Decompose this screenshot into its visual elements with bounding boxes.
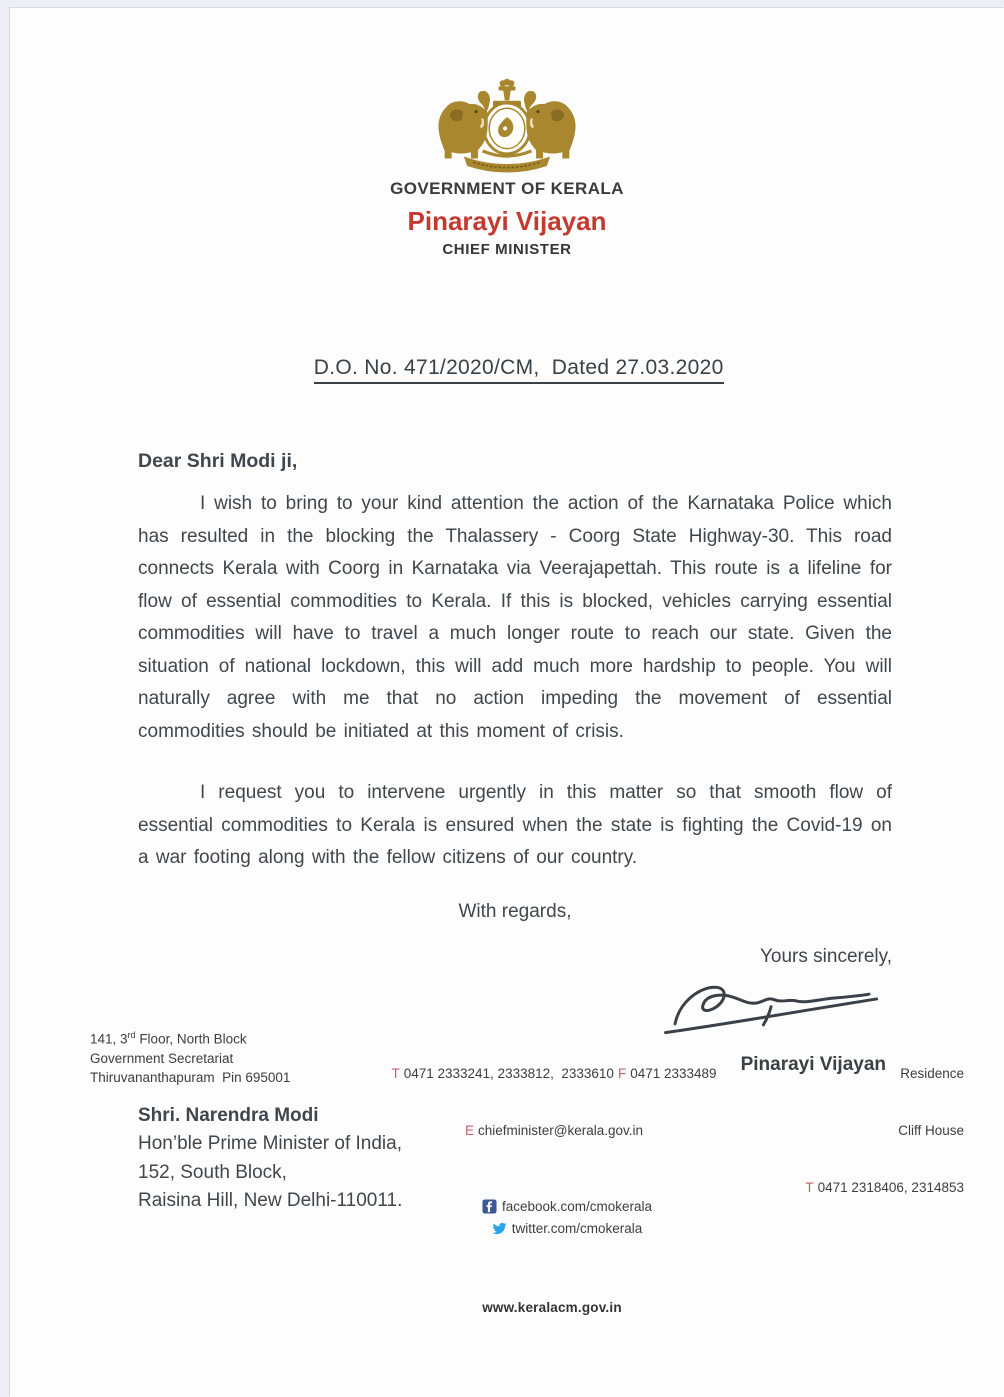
footer-residence-phone: T 0471 2318406, 2314853	[774, 1178, 964, 1197]
recipient-line: Hon’ble Prime Minister of India,	[138, 1133, 402, 1154]
footer-residence-line: Residence	[900, 1066, 964, 1081]
email-address[interactable]: chiefminister@kerala.gov.in	[477, 1123, 644, 1138]
twitter-link[interactable]: twitter.com/cmokerala	[492, 1219, 643, 1238]
signatory-name: Pinarayi Vijayan	[740, 1053, 886, 1075]
footer-phone-line: T 0471 2333241, 2333812, 2333610 F 0471 2333489	[330, 1064, 774, 1083]
government-label: GOVERNMENT OF KERALA	[390, 179, 624, 198]
recipient-line: 152, South Block,	[138, 1161, 287, 1183]
closing-line: With regards,	[458, 900, 572, 922]
footer-social-line	[330, 1178, 774, 1260]
reference-text: D.O. No. 471/2020/CM, Dated 27.03.2020	[314, 356, 724, 384]
letterhead	[10, 8, 1004, 258]
website-link[interactable]: www.keralacm.gov.in	[482, 1300, 622, 1315]
footer-residence	[774, 1026, 964, 1235]
footer-address-line: 141, 3rd Floor, North Block	[90, 1030, 247, 1047]
kerala-emblem-icon	[432, 64, 582, 176]
chief-minister-name: Pinarayi Vijayan	[407, 206, 607, 236]
footer-contact	[330, 1026, 774, 1355]
letterhead-footer	[90, 1026, 964, 1355]
valediction-line: Yours sincerely,	[759, 945, 892, 967]
recipient-name: Shri. Narendra Modi	[138, 1104, 319, 1126]
twitter-icon	[492, 1221, 507, 1236]
footer-email-line	[330, 1121, 774, 1140]
footer-office-address	[90, 1026, 330, 1087]
paragraph-1: I wish to bring to your kind attention the action of the Karnataka Police which has resulted in the blocking the Thalassery - Coorg State Highway-30. This road connects Kerala with Coorg in Karnataka via Veerajapettah. This route is a lifeline for flow of essential commodities to Kerala. If this is blocked, vehicles carrying essential commodities will have to travel a much longer route to reach our state. Given the situation of national lockdown, this will add much more hardship to people. You will naturally agree with me that no action impeding the movement of essential commodities should be initiated at this moment of crisis.	[138, 493, 892, 742]
tel-label: T	[391, 1066, 400, 1081]
chief-minister-title: CHIEF MINISTER	[442, 241, 572, 258]
email-label: E	[464, 1123, 474, 1138]
letter-page	[10, 8, 1004, 1397]
salutation: Dear Shri Modi ji,	[138, 450, 298, 472]
residence-tel-label: T	[805, 1180, 814, 1195]
footer-address-line: Government Secretariat	[90, 1050, 234, 1066]
fax-label: F	[617, 1066, 627, 1081]
recipient-line: Raisina Hill, New Delhi-110011.	[138, 1190, 403, 1211]
paragraph-2: I request you to intervene urgently in this matter so that smooth flow of essential commodities to Kerala is ensured when the state is fighting the Covid-19 on a war footing along with the fellow citizens of our country.	[138, 782, 892, 868]
reference-line	[10, 332, 1004, 404]
footer-address-line: Thiruvananthapuram Pin 695001	[90, 1069, 291, 1085]
footer-residence-line: Cliff House	[898, 1123, 964, 1138]
facebook-icon	[482, 1199, 497, 1214]
facebook-link[interactable]: facebook.com/cmokerala	[482, 1197, 652, 1216]
